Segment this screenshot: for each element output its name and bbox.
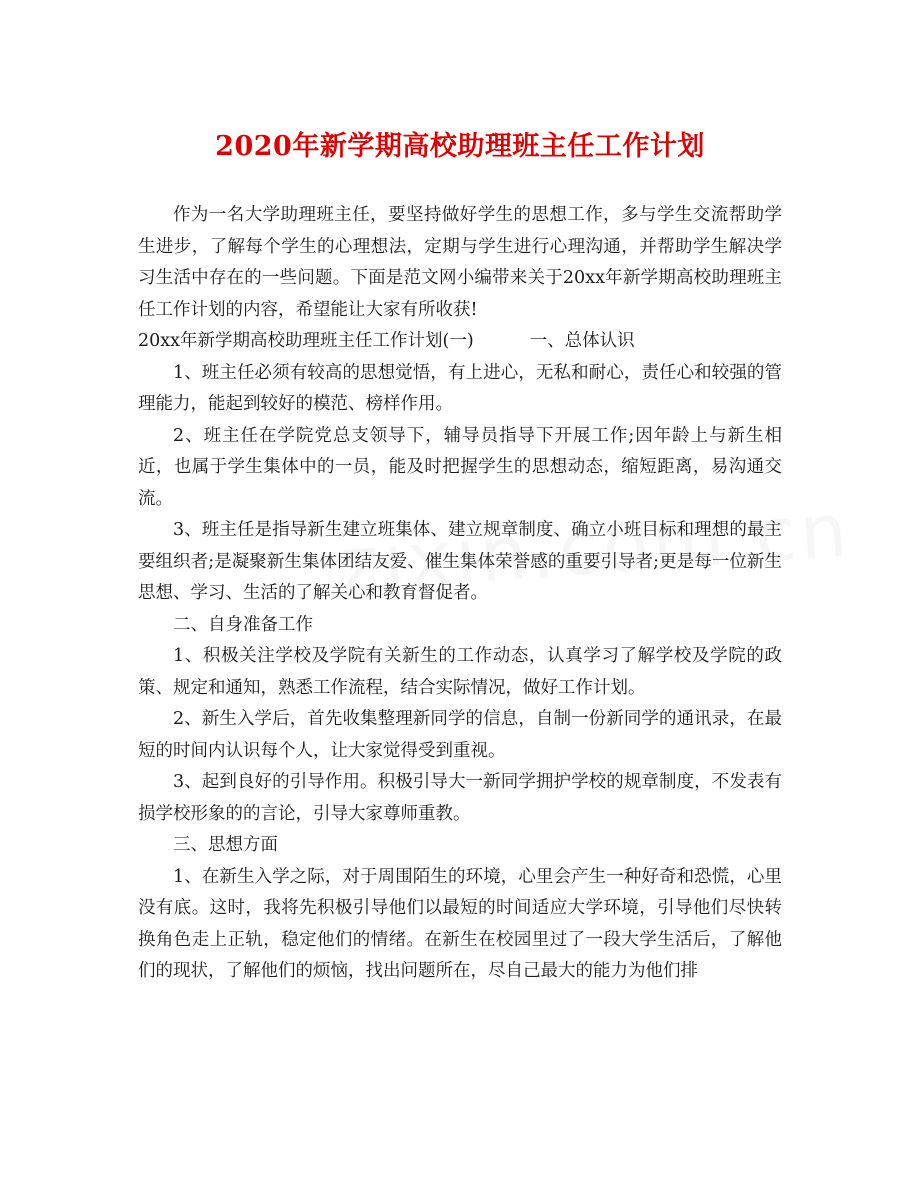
section1-heading: 一、总体认识	[529, 331, 635, 351]
section2-paragraph-2: 2、新生入学后，首先收集整理新同学的信息，自制一份新同学的通讯录，在最短的时间内认识每个人，让大家觉得受到重视。	[138, 709, 782, 761]
plan-heading-row	[138, 326, 782, 358]
intro-paragraph: 作为一名大学助理班主任，要坚持做好学生的思想工作，多与学生交流帮助学生进步，了解每个学生的心理想法，定期与学生进行心理沟通，并帮助学生解决学习生活中存在的一些问题。下面是范文网小编带来关于20xx年新学期高校助理班主任工作计划的内容，希望能让大家有所收获!	[138, 205, 782, 320]
section1-paragraph-1: 1、班主任必须有较高的思想觉悟，有上进心，无私和耐心，责任心和较强的管理能力，能起到较好的模范、榜样作用。	[138, 362, 782, 414]
section2-heading: 二、自身准备工作	[173, 614, 313, 635]
section1-paragraph-2: 2、班主任在学院党总支领导下，辅导员指导下开展工作;因年龄上与新生相近，也属于学生集体中的一员，能及时把握学生的思想动态，缩短距离，易沟通交流。	[138, 425, 782, 509]
section2-paragraph-3: 3、起到良好的引导作用。积极引导大一新同学拥护学校的规章制度，不发表有损学校形象的的言论，引导大家尊师重教。	[138, 772, 782, 824]
document-title: 2020年新学期高校助理班主任工作计划	[215, 131, 705, 162]
document-body	[138, 200, 782, 988]
heading-gap	[474, 326, 530, 358]
plan-heading: 20xx年新学期高校助理班主任工作计划(一)	[138, 331, 474, 351]
section1-paragraph-3: 3、班主任是指导新生建立班集体、建立规章制度、确立小班目标和理想的最主要组织者;是凝聚新生集体团结友爱、催生集体荣誉感的重要引导者;更是每一位新生思想、学习、生活的了解关心和教育督促者。	[138, 520, 782, 603]
section3-heading: 三、思想方面	[173, 835, 278, 855]
section3-paragraph-1: 1、在新生入学之际，对于周围陌生的环境，心里会产生一种好奇和恐慌，心里没有底。这时，我将先积极引导他们以最短的时间适应大学环境，引导他们尽快转换角色走上正轨，稳定他们的情绪。在新生在校园里过了一段大学生活后，了解他们的现状，了解他们的烦恼，找出问题所在，尽自己最大的能力为他们排	[138, 866, 782, 981]
section2-paragraph-1: 1、积极关注学校及学院有关新生的工作动态，认真学习了解学校及学院的政策、规定和通知，熟悉工作流程，结合实际情况，做好工作计划。	[138, 646, 782, 698]
